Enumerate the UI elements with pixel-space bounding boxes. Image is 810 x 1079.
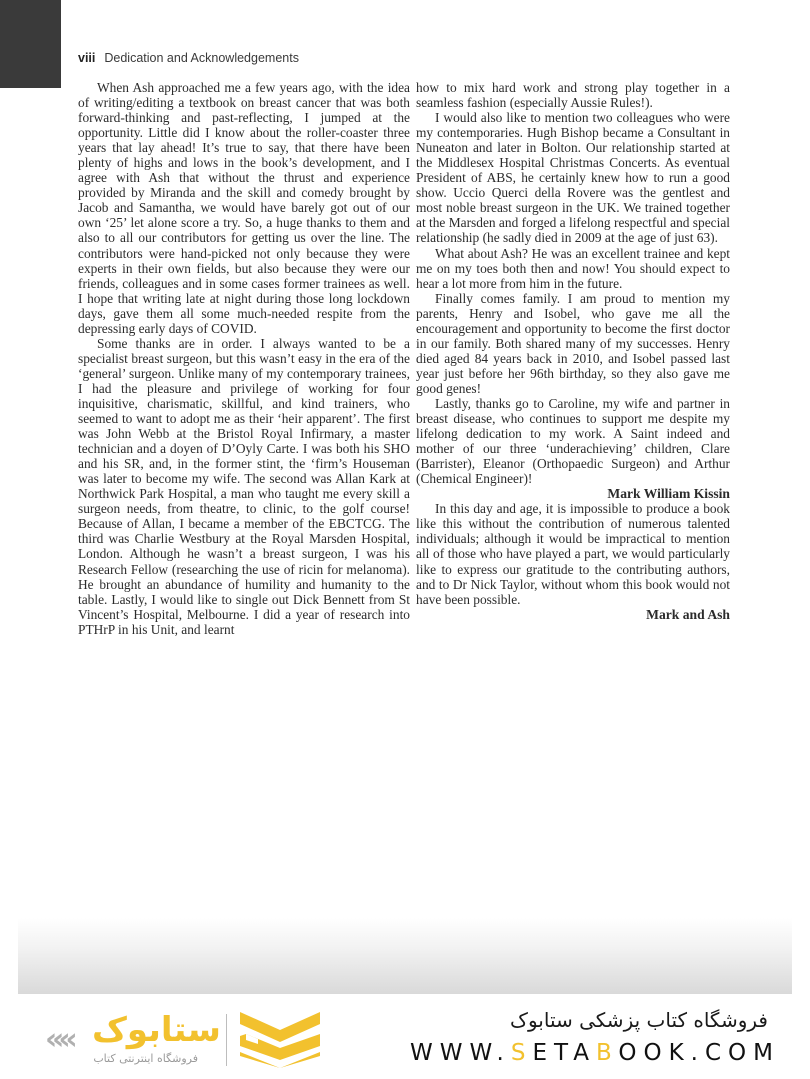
store-url <box>410 1040 780 1066</box>
left-column <box>78 80 410 637</box>
url-part: ETA <box>532 1040 597 1066</box>
paragraph: Some thanks are in order. I always wanted to be a specialist breast surgeon, but this wasn’t easy in the era of the ‘general’ surgeon. Unlike many of my contemporary trainees, I had the pleasure and privilege of working for four inquisitive, charismatic, skillful, and kind trainers, who seemed to want to adopt me as their ‘heir apparent’. The first was John Webb at the Bristol Royal Infirmary, a master technician and a doyen of D’Oyly Carte. I was both his SHO and his SR, and, in the former stint, the ‘firm’s Houseman was later to become my wife. The second was Allan Kark at Northwick Park Hospital, a man who taught me every skill a surgeon needs, from theatre, to clinic, to the golf course! Because of Allan, I became a member of the EBCTCG. The third was Charlie Westbury at the Royal Marsden Hospital, London. Although he wasn’t a breast surgeon, I was his Research Fellow (researching the use of ricin for melanoma). He brought an abundance of humility and humanity to the table. Lastly, I would like to single out Dick Bennett from St Vincent’s Hospital, Melbourne. I did a year of research into PTHrP in his Unit, and learnt <box>78 335 410 637</box>
double-chevron-left-icon: «« <box>45 1022 72 1057</box>
paragraph: Finally comes family. I am proud to mention my parents, Henry and Isobel, who gave me all the encouragement and opportunity to become the first doctor in our family. Both shared many of my successes. Henry died aged 84 years back in 2010, and Isobel passed last year just before her 96th birthday, so they also gave me good genes! <box>416 290 730 396</box>
page-corner-tab <box>0 0 61 88</box>
watermark-footer <box>0 996 810 1079</box>
logo-subtitle: فروشگاه اینترنتی کتاب <box>93 1052 198 1065</box>
paragraph: I would also like to mention two colleagues who were my contemporaries. Hugh Bishop became a Consultant in Nuneaton and later in Bolton. Our relationship started at the Middlesex Hospital Christmas Concerts. As eventual President of ABS, he certainly knew how to run a good show. Uccio Querci della Rovere was the gentlest and most noble breast surgeon in the UK. We trained together at the Marsden and forged a lifelong respectful and special relationship (he sadly died in 2009 at the age of just 63). <box>416 110 730 246</box>
paragraph: Lastly, thanks go to Caroline, my wife and partner in breast disease, who continues to support me despite my lifelong dedication to my work. A Saint indeed and mother of our three ‘underachieving’ children, Clare (Barrister), Eleanor (Orthopaedic Surgeon) and Arthur (Chemical Engineer)! <box>416 395 730 487</box>
setabook-logo <box>40 1008 330 1070</box>
logo-wordmark-text: ستابوک <box>92 1010 221 1050</box>
paragraph: What about Ash? He was an excellent trainee and kept me on my toes both then and now! You should expect to hear a lot more from him in the future. <box>416 245 730 291</box>
paragraph-continuation: how to mix hard work and strong play together in a seamless fashion (especially Aussie Rules!). <box>416 80 730 111</box>
store-name: فروشگاه کتاب پزشکی ستابوک <box>510 1008 768 1032</box>
url-part: OOK.COM <box>618 1040 780 1066</box>
watermark-fade-band <box>18 918 792 994</box>
signature-mark-kissin: Mark William Kissin <box>607 486 730 502</box>
paragraph: When Ash approached me a few years ago, with the idea of writing/editing a textbook on breast cancer that was both forward-thinking and past-reflecting, I jumped at the opportunity. Little did I know about the roller-coaster three years that lay ahead! It’s true to say, that there have been plenty of highs and lows in the book’s development, and I agree with Ash that without the thrust and experience provided by Miranda and the skill and comedy brought by Jacob and Samantha, we would have barely got out of our own ‘25’ let alone score a try. So, a huge thanks to them and also to all our contributors for getting us over the line. The contributors were hand-picked not only because they were experts in their own fields, but also because they were our friends, colleagues and in some cases former trainees as well. I hope that writing late at night during those long lockdown days, gave them all some much-needed respite from the depressing early days of COVID. <box>78 80 410 336</box>
running-header <box>78 51 299 65</box>
url-part: WWW. <box>409 1040 511 1066</box>
url-accent-letter: S <box>510 1040 533 1066</box>
signature-mark-and-ash: Mark and Ash <box>646 606 730 622</box>
logo-wordmark <box>40 1008 221 1070</box>
right-column <box>416 80 730 622</box>
page-number: viii <box>78 51 96 65</box>
closing-paragraph: In this day and age, it is impossible to produce a book like this without the contribution of numerous talented individuals; although it would be impractical to mention all of those who have played a part, we would particularly like to express our gratitude to the contributing authors, and to Dr Nick Taylor, without whom this book would not have been possible. <box>416 501 730 607</box>
chevron-emblem-icon <box>240 1012 320 1068</box>
logo-divider <box>226 1014 227 1066</box>
running-title: Dedication and Acknowledgements <box>104 51 299 65</box>
url-accent-letter: B <box>596 1040 619 1066</box>
